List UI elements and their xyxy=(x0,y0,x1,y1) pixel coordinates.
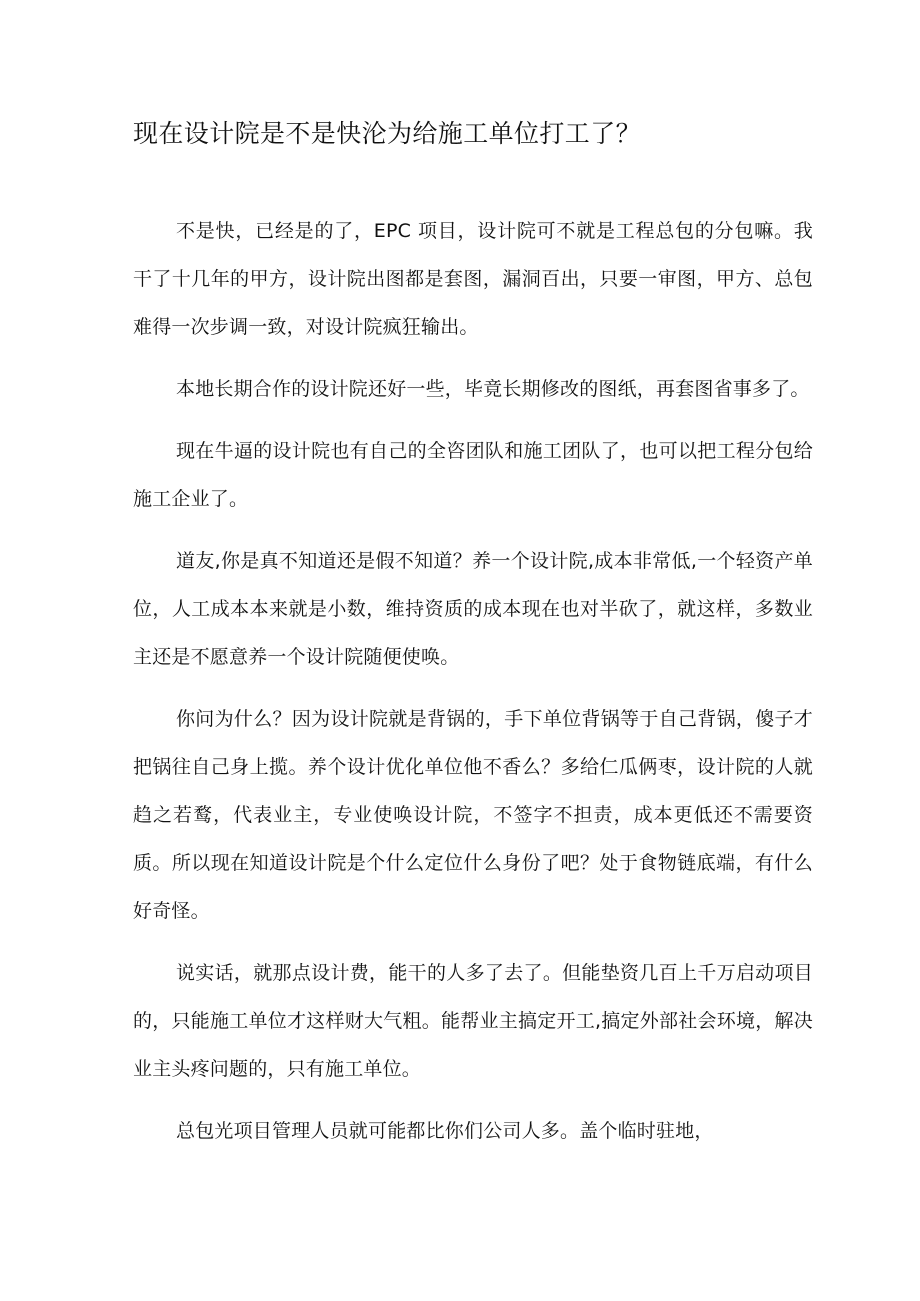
paragraph-1: 不是快，已经是的了，EPC 项目，设计院可不就是工程总包的分包嘛。我干了十几年的甲方，设计院出图都是套图，漏洞百出，只要一审图，甲方、总包难得一次步调一致，对设计院疯狂输出。 xyxy=(133,220,813,338)
paragraph-4: 道友,你是真不知道还是假不知道？养一个设计院,成本非常低,一个轻资产单位，人工成本本来就是小数，维持资质的成本现在也对半砍了，就这样，多数业主还是不愿意养一个设计院随便使唤。 xyxy=(133,550,813,668)
paragraph-6: 说实话，就那点设计费，能干的人多了去了。但能垫资几百上千万启动项目的，只能施工单位才这样财大气粗。能帮业主搞定开工,搞定外部社会环境，解决业主头疼问题的，只有施工单位。 xyxy=(133,962,813,1080)
paragraph-5: 你问为什么？因为设计院就是背锅的，手下单位背锅等于自己背锅，傻子才把锅往自己身上揽。养个设计优化单位他不香么？多给仁瓜俩枣，设计院的人就趋之若鹜，代表业主，专业使唤设计院，不签字不担责，成本更低还不需要资质。所以现在知道设计院是个什么定位什么身份了吧？处于食物链底端，有什么好奇怪。 xyxy=(133,708,813,922)
paragraph-7: 总包光项目管理人员就可能都比你们公司人多。盖个临时驻地， xyxy=(176,1120,714,1142)
page-title: 现在设计院是不是快沦为给施工单位打工了？ xyxy=(133,119,642,148)
paragraph-3: 现在牛逼的设计院也有自己的全咨团队和施工团队了，也可以把工程分包给施工企业了。 xyxy=(133,440,813,510)
paragraph-2: 本地长期合作的设计院还好一些，毕竟长期修改的图纸，再套图省事多了。 xyxy=(176,378,810,400)
article-body xyxy=(133,207,813,1155)
